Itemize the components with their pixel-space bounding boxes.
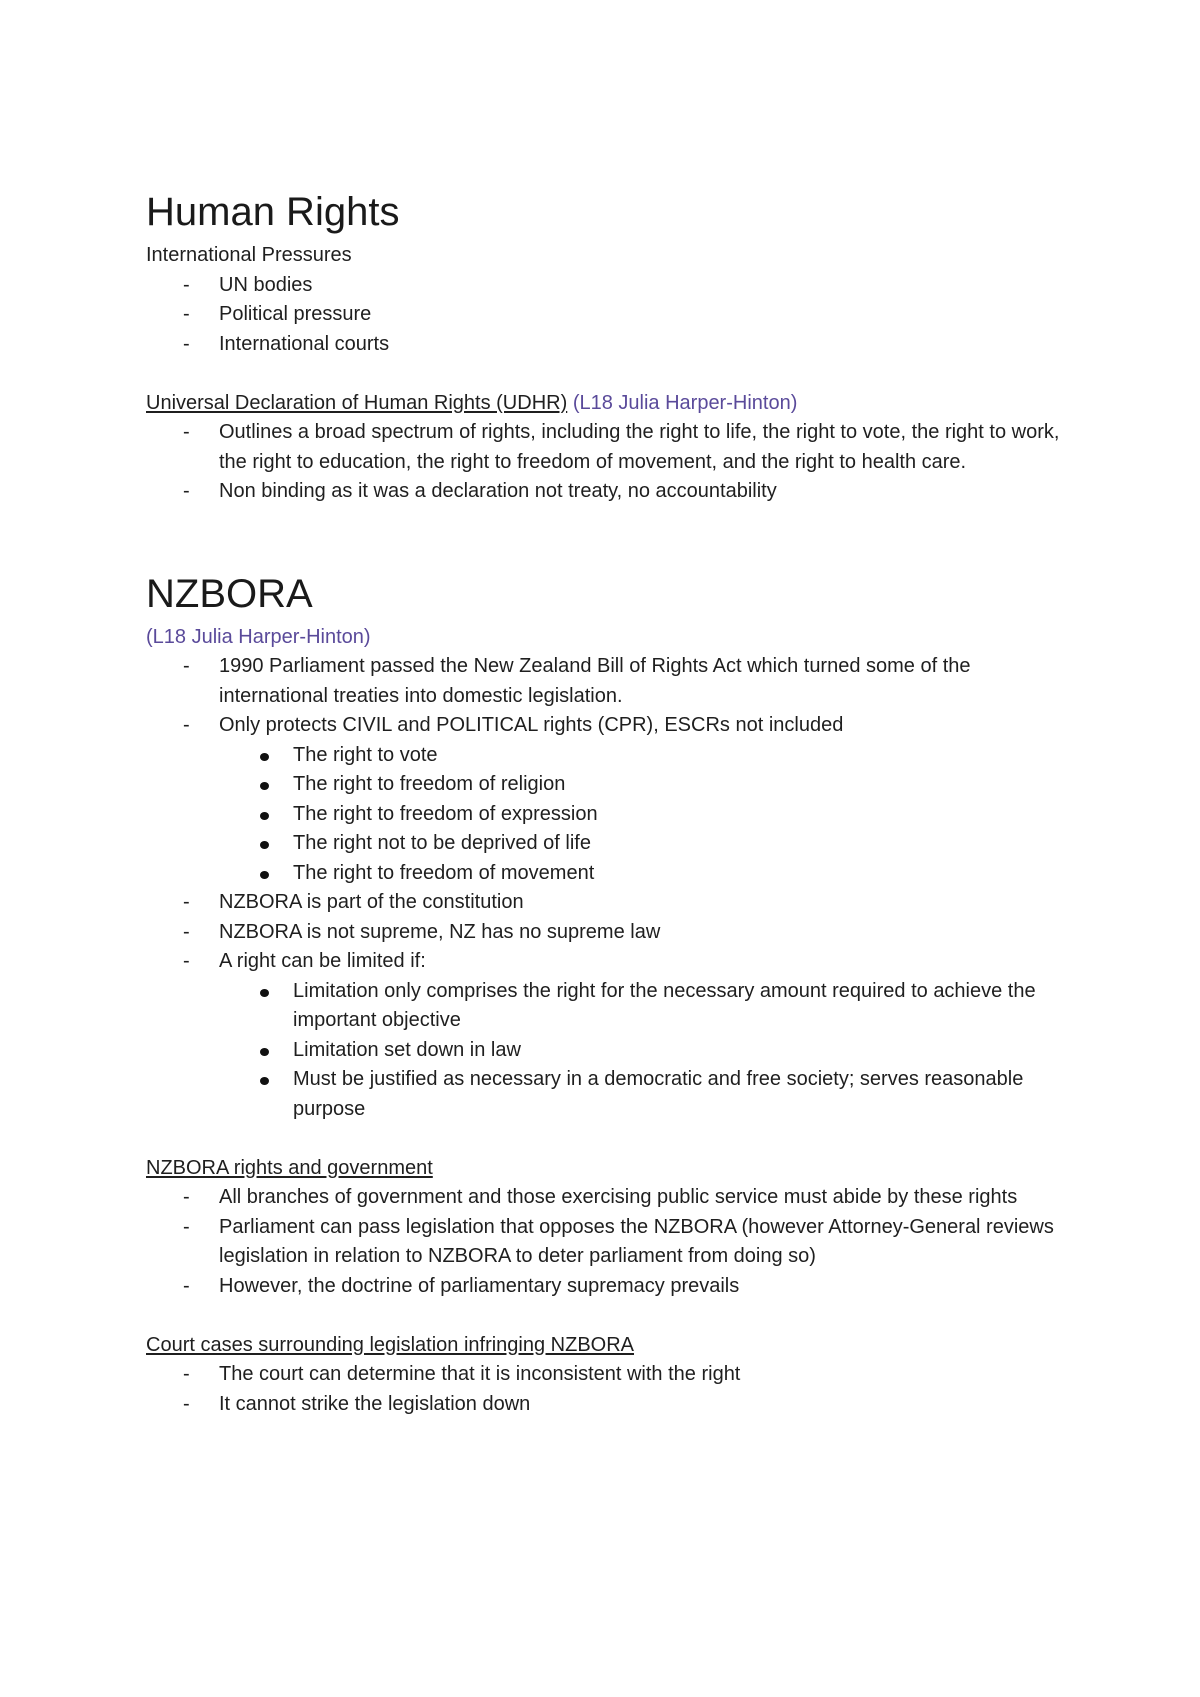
list-item <box>146 947 1066 1124</box>
list-item: - Parliament can pass legislation that opposes the NZBORA (however Attorney-General reviews legislation in relation to NZBORA to deter parliament from doing so) <box>146 1213 1066 1272</box>
udhr-heading: Universal Declaration of Human Rights (UDHR) <box>146 391 568 414</box>
list-item: - NZBORA is part of the constitution <box>146 888 1066 918</box>
gov-heading: NZBORA rights and government <box>146 1156 433 1179</box>
gov-list <box>146 1183 1066 1301</box>
court-heading: Court cases surrounding legislation infringing NZBORA <box>146 1333 635 1356</box>
list-item: - However, the doctrine of parliamentary supremacy prevails <box>146 1272 1066 1302</box>
court-list <box>146 1360 1066 1419</box>
list-item: Must be justified as necessary in a democratic and free society; serves reasonable purpose <box>146 1065 1066 1124</box>
list-item: - Outlines a broad spectrum of rights, including the right to life, the right to vote, the right to work, the right to education, the right to freedom of movement, and the right to health care. <box>146 418 1066 477</box>
document-content <box>146 183 1066 1419</box>
list-item: The right to freedom of religion <box>146 770 1066 800</box>
list-item: - UN bodies <box>146 271 1066 301</box>
list-item-text: A right can be limited if: <box>219 950 426 972</box>
cpr-rights-list <box>219 741 1066 889</box>
nzbora-list <box>146 652 1066 1124</box>
limits-list <box>219 977 1066 1125</box>
list-item-text: Only protects CIVIL and POLITICAL rights (CPR), ESCRs not included <box>219 714 844 736</box>
list-item: - International courts <box>146 330 1066 360</box>
intl-pressures-list <box>146 271 1066 360</box>
list-item: The right to vote <box>146 741 1066 771</box>
list-item: The right not to be deprived of life <box>146 829 1066 859</box>
list-item: - NZBORA is not supreme, NZ has no supreme law <box>146 918 1066 948</box>
heading-human-rights: Human Rights <box>146 190 400 234</box>
gov-heading-line <box>146 1154 1066 1184</box>
list-item: The right to freedom of movement <box>146 859 1066 889</box>
list-item <box>146 711 1066 888</box>
list-item: - 1990 Parliament passed the New Zealand Bill of Rights Act which turned some of the international treaties into domestic legislation. <box>146 652 1066 711</box>
list-item: - Non binding as it was a declaration not treaty, no accountability <box>146 477 1066 507</box>
udhr-heading-line <box>146 389 1066 419</box>
list-item: - It cannot strike the legislation down <box>146 1390 1066 1420</box>
heading-nzbora: NZBORA <box>146 571 313 616</box>
list-item: - Political pressure <box>146 300 1066 330</box>
list-item: Limitation only comprises the right for the necessary amount required to achieve the important objective <box>146 977 1066 1036</box>
udhr-list <box>146 418 1066 507</box>
court-heading-line <box>146 1331 1066 1361</box>
udhr-reference: (L18 Julia Harper-Hinton) <box>572 391 798 414</box>
nzbora-reference: (L18 Julia Harper-Hinton) <box>146 625 371 648</box>
intl-pressures-label: International Pressures <box>146 244 352 266</box>
list-item: - The court can determine that it is inconsistent with the right <box>146 1360 1066 1390</box>
list-item: - All branches of government and those exercising public service must abide by these rights <box>146 1183 1066 1213</box>
list-item: Limitation set down in law <box>146 1036 1066 1066</box>
list-item: The right to freedom of expression <box>146 800 1066 830</box>
